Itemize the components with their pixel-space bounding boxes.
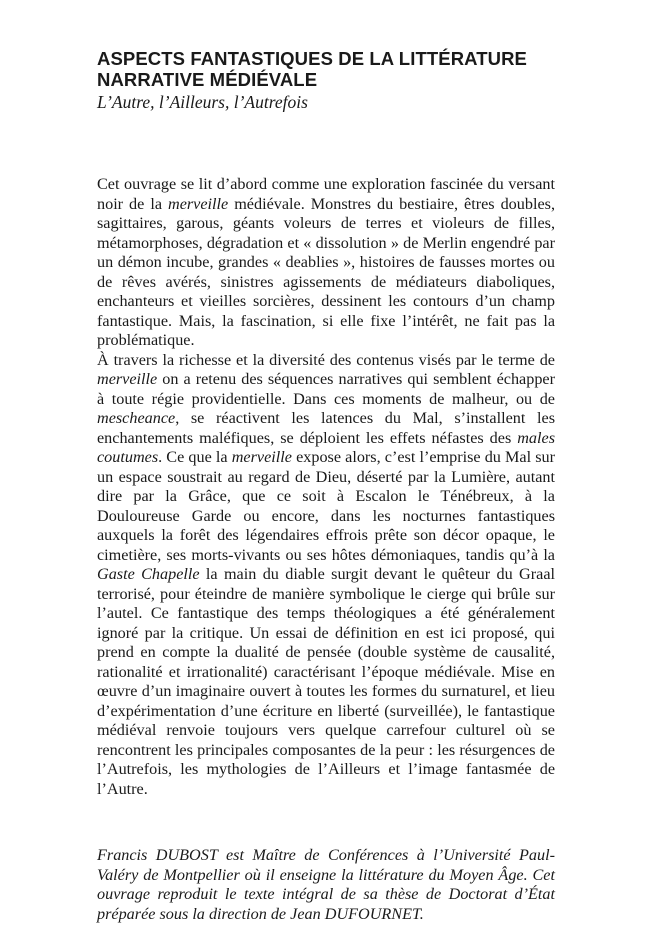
text-run: expose alors, c’est l’emprise du Mal sur un espace soustrait au regard de Dieu, déserté par la Lumière, autant dire par la Grâce, que ce soit à Escalon le Ténébreux, à la Douloureuse Garde ou encore, dans les nocturnes fantastiques auxquels la forêt des légendaires effrois prête son décor opaque, le cimetière, ses morts-vivants ou ses hôtes démoniaques, tandis qu’à la [97, 448, 555, 564]
text-run: . Ce que la [158, 448, 232, 466]
text-run: À travers la richesse et la diversité des contenus visés par le terme de [97, 350, 555, 369]
emphasis-run: merveille [231, 448, 292, 466]
emphasis-run: merveille [97, 370, 158, 388]
book-title [97, 48, 555, 90]
text-run: médiévale. Monstres du bestiaire, êtres doubles, sagittaires, garous, géants voleurs de terres et violeurs de filles, métamorphoses, dégradation et « dissolution » de Merlin engendré par un démon incube, grandes « deablies », histoires de fausses mortes ou de rêves avérés, sinistres agissements de médiateurs diaboliques, enchanteurs et vieilles sorcières, dessinent les contours d’un champ fantastique. Mais, la fascination, si elle fixe l’intérêt, ne fait pas la problématique. [97, 194, 555, 349]
text-run: Cet ouvrage se lit d’abord comme une exploration fascinée du versant noir de la [97, 175, 555, 213]
summary-paragraph-2 [97, 351, 555, 800]
emphasis-run: merveille [168, 194, 229, 213]
book-title-line-1: ASPECTS FANTASTIQUES DE LA LITTÉRATURE [97, 48, 527, 69]
summary-paragraph-1 [97, 175, 555, 351]
text-run: , se réactivent les latences du Mal, s’installent les enchantements maléfiques, se déploient les effets néfastes des [97, 409, 555, 447]
author-bio: Francis DUBOST est Maître de Conférences à l’Université Paul-Valéry de Montpellier où il enseigne la littérature du Moyen Âge. Cet ouvrage reproduit le texte intégral de sa thèse de Doctorat d’État préparée sous la direction de Jean DUFOURNET. [97, 846, 555, 923]
book-subtitle: L’Autre, l’Ailleurs, l’Autrefois [97, 92, 308, 112]
emphasis-run: Gaste Chapelle [97, 565, 200, 583]
text-run: la main du diable surgit devant le quêteur du Graal terrorisé, pour éteindre de manière symbolique le cierge qui brûle sur l’autel. Ce fantastique des temps théologiques a été généralement ignoré par la critique. Un essai de définition en est ici proposé, qui prend en compte la dualité de pensée (double système de causalité, rationalité et irrationalité) caractérisant l’époque médiévale. Mise en œuvre d’un imaginaire ouvert à toutes les formes du surnaturel, et lieu d’expérimentation d’une écriture en liberté (surveillée), le fantastique médiéval renvoie toujours vers quelque carrefour culturel où se rencontrent les principales composantes de la peur : les résurgences de l’Autrefois, les mythologies de l’Ailleurs et l’image fantasmée de l’Autre. [97, 565, 556, 798]
back-cover [97, 48, 555, 924]
text-run: on a retenu des séquences narratives qui semblent échapper à toute régie providentielle. Dans ces moments de malheur, ou de [97, 370, 555, 408]
emphasis-run: males coutumes [97, 428, 555, 466]
book-title-line-2: NARRATIVE MÉDIÉVALE [97, 69, 318, 90]
emphasis-run: mescheance [97, 409, 176, 427]
summary-text [97, 175, 555, 799]
